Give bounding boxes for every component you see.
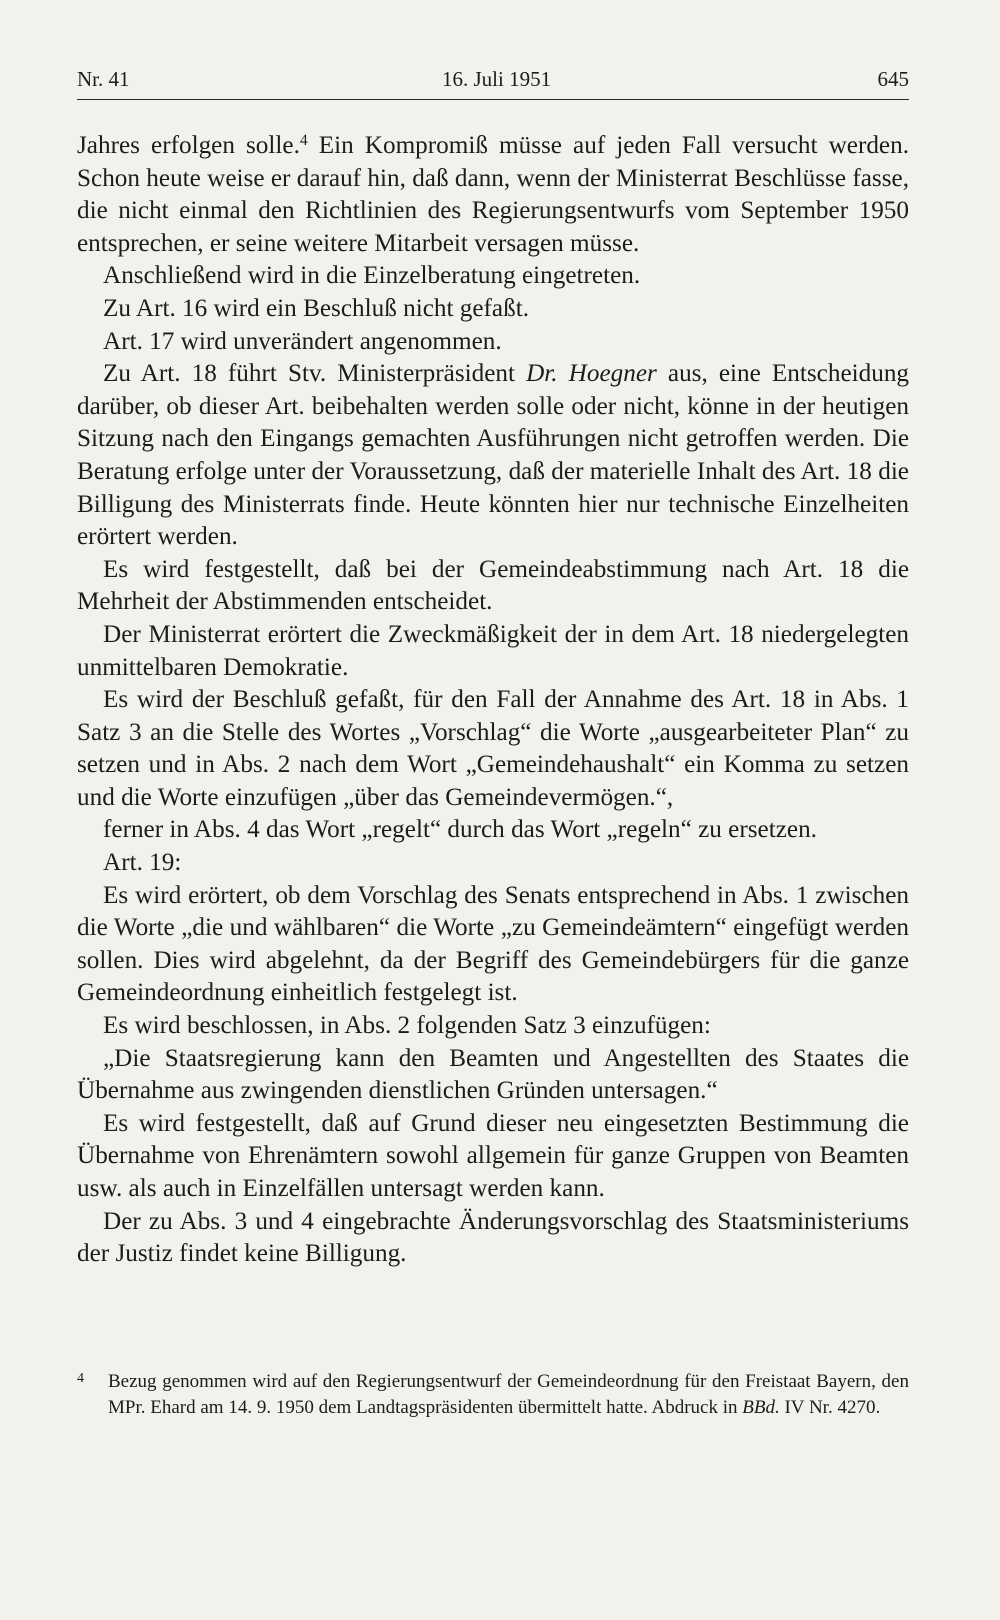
paragraph-5: Zu Art. 18 führt Stv. Ministerpräsident Dr. Hoegner aus, eine Entscheidung darüber, ob dieser Art. beibehalten werden solle oder nicht, könne in der heutigen Sitzung nach den Eingangs gemachten Ausführungen nicht getroffen werden. Die Beratung erfolge unter der Voraussetzung, daß der materielle Inhalt des Art. 18 die Billigung des Ministerrats finde. Heute könnten hier nur technische Einzelheiten erörtert werden. [77, 360, 910, 551]
paragraph-13: „Die Staatsregierung kann den Beamten und Angestellten des Staates die Übernahme aus zwingenden dienstlichen Gründen untersagen.“ [77, 1044, 909, 1105]
document-number: Nr. 41 [77, 67, 130, 91]
header-rule [77, 99, 909, 100]
footnote-mark: 4 [77, 1371, 84, 1386]
body-text [77, 130, 909, 1271]
footnotes [77, 1369, 909, 1421]
paragraph-6: Es wird festgestellt, daß bei der Gemeindeabstimmung nach Art. 18 die Mehrheit der Abstimmenden entscheidet. [77, 555, 909, 616]
paragraph-14: Es wird festgestellt, daß auf Grund dieser neu eingesetzten Bestimmung die Übernahme von Ehrenämtern sowohl allgemein für ganze Gruppen von Beamten usw. als auch in Einzelfällen untersagt werden kann. [77, 1109, 909, 1202]
paragraph-4: Art. 17 wird unverändert angenommen. [103, 327, 502, 355]
paragraph-7: Der Ministerrat erörtert die Zweckmäßigkeit der in dem Art. 18 niedergelegten unmittelbaren Demokratie. [77, 620, 909, 681]
paragraph-8: Es wird der Beschluß gefaßt, für den Fall der Annahme des Art. 18 in Abs. 1 Satz 3 an die Stelle des Wortes „Vorschlag“ die Worte „ausgearbeiteter Plan“ zu setzen und in Abs. 2 nach dem Wort „Gemeindehaushalt“ ein Komma zu setzen und die Worte einzufügen „über das Gemeindevermögen.“, [77, 686, 909, 811]
paragraph-11: Es wird erörtert, ob dem Vorschlag des Senats entsprechend in Abs. 1 zwischen die Worte „die und wählbaren“ die Worte „zu Gemeindeämtern“ eingefügt werden sollen. Dies wird abgelehnt, da der Begriff des Gemeindebürgers für die ganze Gemeindeordnung einheitlich festgelegt ist. [77, 881, 909, 1007]
paragraph-10: Art. 19: [103, 849, 182, 877]
page-number: 645 [877, 67, 909, 91]
name-title: Dr. [526, 360, 558, 388]
paragraph-1: Jahres erfolgen solle.$^4$ Ein Kompromiß müsse auf jeden Fall versucht werden. Schon heute weise er darauf hin, daß dann, wenn der Ministerrat Beschlüsse fasse, die nicht einmal den Richtlinien des Regierungsentwurfs vom September 1950 entsprechen, er seine weitere Mitarbeit versagen müsse. [77, 132, 909, 257]
source-abbreviation: BBd. [742, 1397, 780, 1418]
paragraph-15: Der zu Abs. 3 und 4 eingebrachte Änderungsvorschlag des Staatsministeriums der Justiz findet keine Billigung. [77, 1207, 909, 1268]
person-name: Hoegner [568, 360, 657, 388]
footnote-4: 4 Bezug genommen wird auf den Regierungsentwurf der Gemeindeordnung für den Freistaat Bayern, den MPr. Ehard am 14. 9. 1950 dem Landtagspräsidenten übermittelt hatte. Abdruck in BBd. IV Nr. 4270. [77, 1369, 909, 1421]
paragraph-3: Zu Art. 16 wird ein Beschluß nicht gefaßt. [103, 294, 529, 322]
document-date: 16. Juli 1951 [442, 67, 552, 91]
paragraph-12: Es wird beschlossen, in Abs. 2 folgenden Satz 3 einzufügen: [103, 1012, 711, 1040]
paragraph-9: ferner in Abs. 4 das Wort „regelt“ durch das Wort „regeln“ zu ersetzen. [103, 816, 817, 844]
page-header [77, 62, 909, 96]
footnote-reference[interactable]: 4 [299, 132, 308, 150]
paragraph-2: Anschließend wird in die Einzelberatung eingetreten. [103, 262, 641, 290]
